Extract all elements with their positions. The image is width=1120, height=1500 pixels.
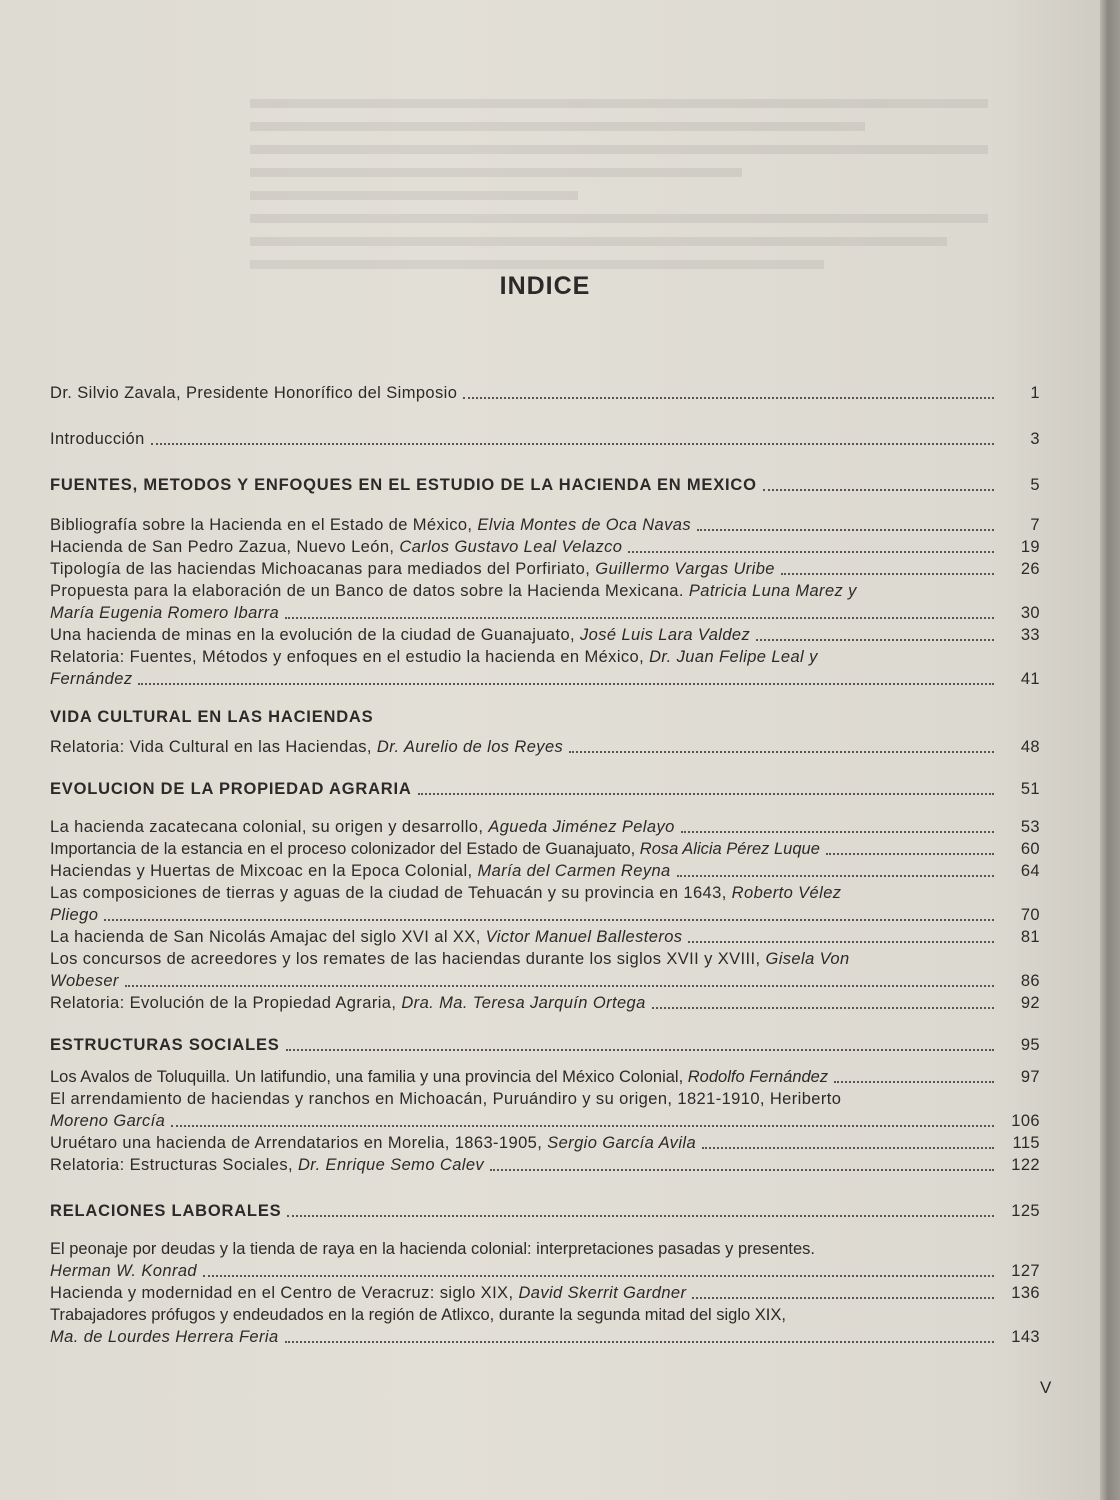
toc-entry: Una hacienda de minas en la evolución de la ciudad de Guanajuato, José Luis Lara Valdez 33 [50,626,1040,644]
table-of-contents [50,382,1040,1348]
section-heading: RELACIONES LABORALES 125 [50,1202,1040,1220]
show-through-text [250,85,1070,345]
toc-entry: Haciendas y Huertas de Mixcoac en la Epoca Colonial, María del Carmen Reyna 64 [50,862,1040,880]
toc-entry-continuation: Pliego 70 [50,906,1040,924]
section-heading: FUENTES, METODOS Y ENFOQUES EN EL ESTUDIO DE LA HACIENDA EN MEXICO 5 [50,476,1040,494]
toc-entry: Hacienda y modernidad en el Centro de Veracruz: siglo XIX, David Skerrit Gardner 136 [50,1284,1040,1302]
toc-entry-continuation: María Eugenia Romero Ibarra 30 [50,604,1040,622]
background-edge [1100,0,1120,1500]
toc-entry-continuation: Moreno García 106 [50,1112,1040,1130]
toc-entry: La hacienda zacatecana colonial, su origen y desarrollo, Agueda Jiménez Pelayo 53 [50,818,1040,836]
toc-entry-continuation: Wobeser 86 [50,972,1040,990]
toc-entry: Relatoria: Evolución de la Propiedad Agraria, Dra. Ma. Teresa Jarquín Ortega 92 [50,994,1040,1012]
toc-entry: Propuesta para la elaboración de un Banco de datos sobre la Hacienda Mexicana. Patricia Luna Marez y [50,582,857,600]
toc-entry: Relatoria: Vida Cultural en las Haciendas, Dr. Aurelio de los Reyes 48 [50,738,1040,756]
toc-entry: Tipología de las haciendas Michoacanas para mediados del Porfiriato, Guillermo Vargas Uribe 26 [50,560,1040,578]
toc-entry: Hacienda de San Pedro Zazua, Nuevo León, Carlos Gustavo Leal Velazco 19 [50,538,1040,556]
toc-entry: Relatoria: Fuentes, Métodos y enfoques en el estudio la hacienda en México, Dr. Juan Felipe Leal y [50,648,818,666]
page-folio: V [1040,1378,1052,1397]
section-heading: EVOLUCION DE LA PROPIEDAD AGRARIA 51 [50,780,1040,798]
toc-entry: El arrendamiento de haciendas y ranchos en Michoacán, Puruándiro y su origen, 1821-1910, Heriberto [50,1090,842,1108]
toc-entry: El peonaje por deudas y la tienda de raya en la hacienda colonial: interpretaciones pasadas y presentes. [50,1240,816,1258]
section-heading: ESTRUCTURAS SOCIALES 95 [50,1036,1040,1054]
toc-entry: Los concursos de acreedores y los remates de las haciendas durante los siglos XVII y XVIII, Gisela Von [50,950,850,968]
page-title: INDICE [499,272,591,300]
toc-entry: Introducción 3 [50,430,1040,448]
section-heading: VIDA CULTURAL EN LAS HACIENDAS [50,708,374,726]
toc-entry-continuation: Herman W. Konrad 127 [50,1262,1040,1280]
toc-entry: Trabajadores prófugos y endeudados en la región de Atlixco, durante la segunda mitad del siglo XIX, [50,1306,786,1324]
toc-entry: Relatoria: Estructuras Sociales, Dr. Enrique Semo Calev 122 [50,1156,1040,1174]
toc-entry: Importancia de la estancia en el proceso colonizador del Estado de Guanajuato, Rosa Alicia Pérez Luque 60 [50,840,1040,858]
toc-entry-continuation: Fernández 41 [50,670,1040,688]
toc-entry: Los Avalos de Toluquilla. Un latifundio, una familia y una provincia del México Colonial, Rodolfo Fernández 97 [50,1068,1040,1086]
toc-entry: Bibliografía sobre la Hacienda en el Estado de México, Elvia Montes de Oca Navas 7 [50,516,1040,534]
toc-entry-continuation: Ma. de Lourdes Herrera Feria 143 [50,1328,1040,1346]
toc-entry: La hacienda de San Nicolás Amajac del siglo XVI al XX, Victor Manuel Ballesteros 81 [50,928,1040,946]
toc-entry: Las composiciones de tierras y aguas de la ciudad de Tehuacán y su provincia en 1643, Roberto Vélez [50,884,842,902]
toc-entry: Uruétaro una hacienda de Arrendatarios en Morelia, 1863-1905, Sergio García Avila 115 [50,1134,1040,1152]
toc-entry: Dr. Silvio Zavala, Presidente Honorífico del Simposio 1 [50,384,1040,402]
